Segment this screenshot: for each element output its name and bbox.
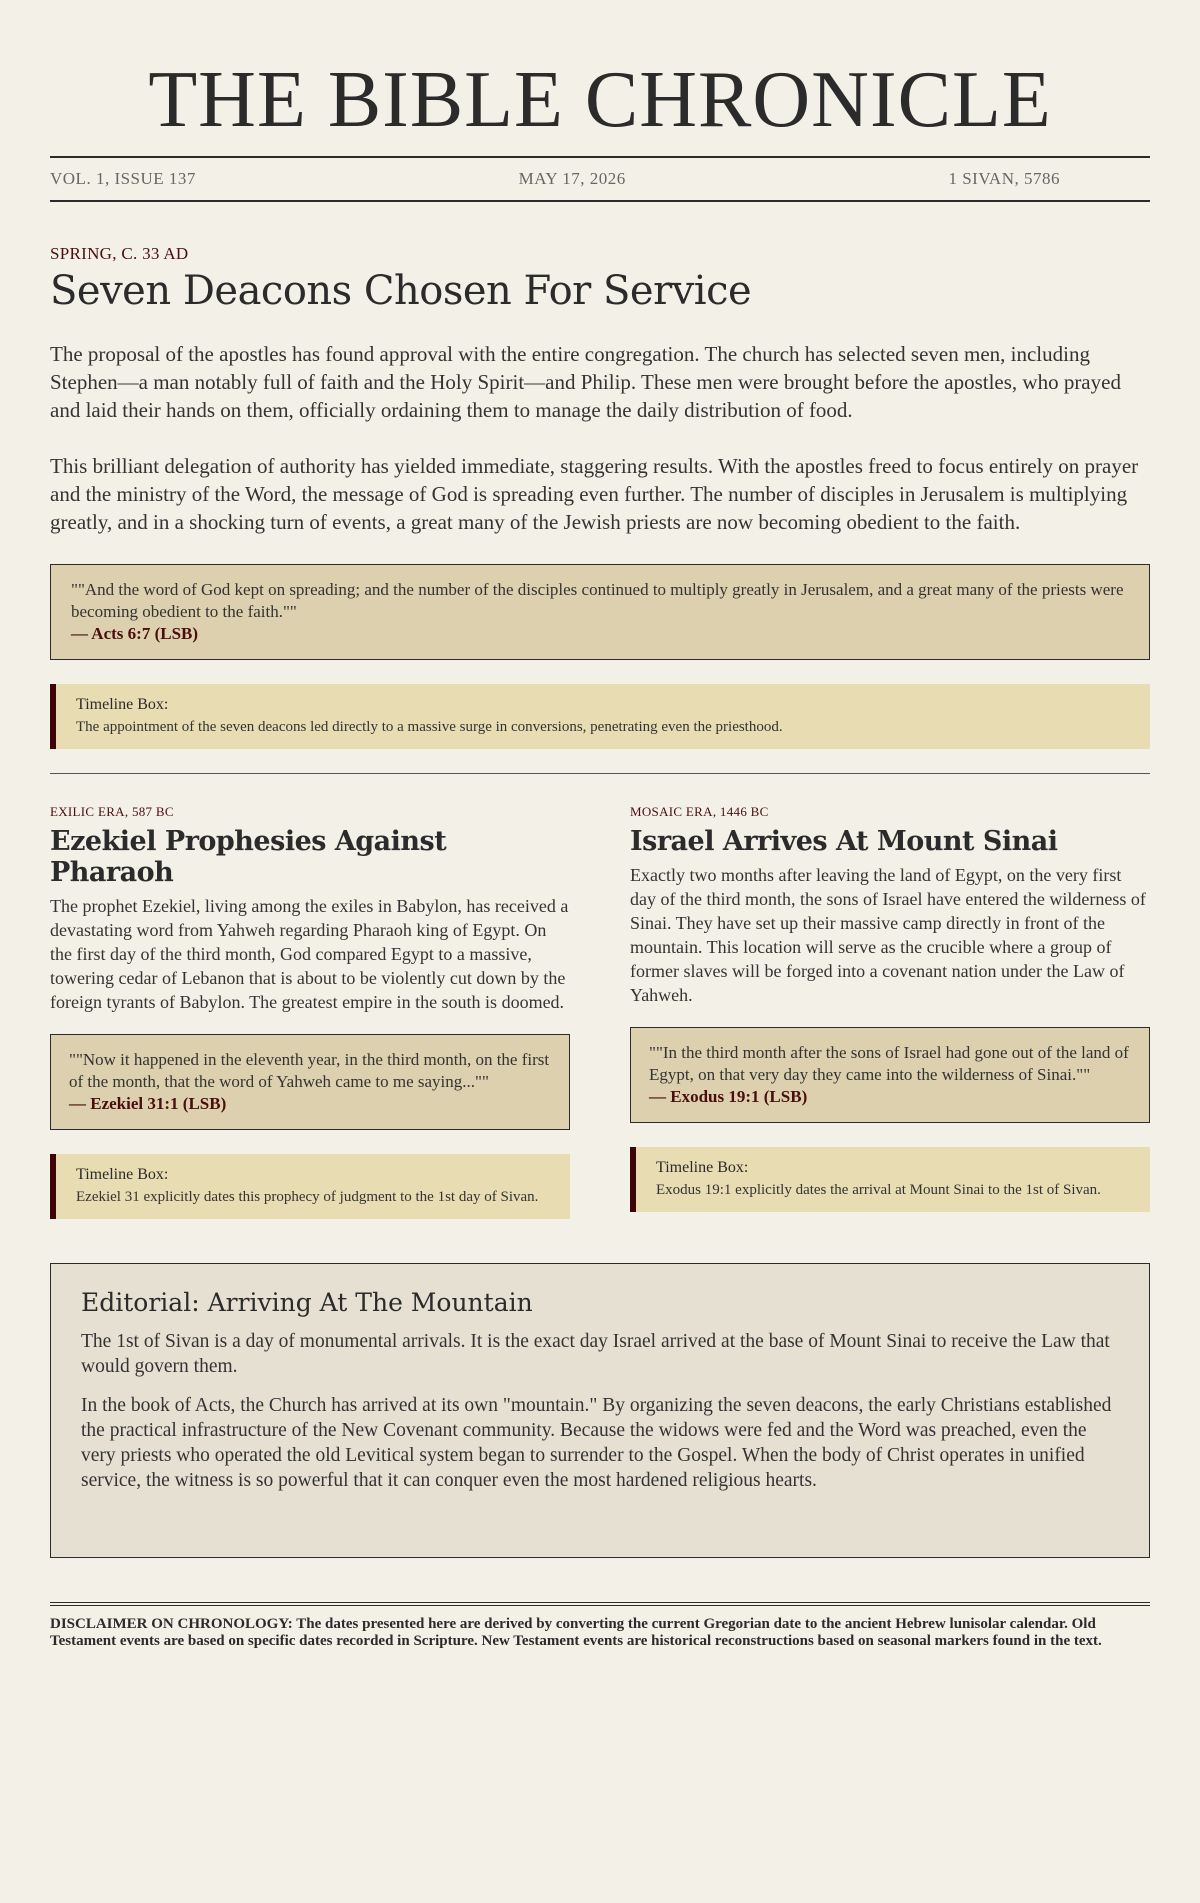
lead-story-paragraph: This brilliant delegation of authority has yielded immediate, staggering results. With the apostles freed to focus entirely on prayer and the ministry of the Word, the message of God is spreading even further. The number of disciples in Jerusalem is multiplying greatly, and in a shocking turn of events, a great many of the Jewish priests are now becoming obedient to the faith. xyxy=(50,454,1139,534)
editorial-box xyxy=(50,1263,1150,1558)
editorial-paragraph: The 1st of Sivan is a day of monumental arrivals. It is the exact day Israel arrived at the base of Mount Sinai to receive the Law that would govern them. xyxy=(81,1331,1110,1377)
lead-story xyxy=(50,202,1150,749)
story-headline: Ezekiel Prophesies Against Pharaoh xyxy=(50,826,447,888)
story-ezekiel xyxy=(50,804,570,1219)
story-era: EXILIC ERA, 587 BC xyxy=(50,804,174,819)
gregorian-date: MAY 17, 2026 xyxy=(518,169,626,188)
quote-text: ""Now it happened in the eleventh year, in the third month, on the first of the month, that the word of Yahweh came to me saying..."" xyxy=(69,1050,550,1091)
lead-story-era: SPRING, C. 33 AD xyxy=(50,244,189,263)
editorial-paragraph: In the book of Acts, the Church has arrived at its own "mountain." By organizing the seven deacons, the early Christians established the practical infrastructure of the New Covenant community. Because the widows were fed and the Word was preached, even the very priests who operated the old Levitical system began to surrender to the Gospel. When the body of Christ operates in unified service, the witness is so powerful that it can conquer even the most hardened religious hearts. xyxy=(81,1395,1112,1491)
lead-story-headline: Seven Deacons Chosen For Service xyxy=(50,268,752,314)
scripture-quote xyxy=(630,1027,1150,1123)
footer xyxy=(50,1602,1150,1650)
secondary-stories xyxy=(50,774,1150,1219)
timeline-box xyxy=(630,1147,1150,1212)
masthead-info-bar xyxy=(50,156,1150,202)
timeline-label: Timeline Box: xyxy=(76,1166,169,1183)
timeline-text: Exodus 19:1 explicitly dates the arrival at Mount Sinai to the 1st of Sivan. xyxy=(656,1182,1101,1198)
masthead xyxy=(50,52,1150,202)
chronology-disclaimer: DISCLAIMER ON CHRONOLOGY: The dates presented here are derived by converting the current Gregorian date to the ancient Hebrew lunisolar calendar. Old Testament events are based on specific dates recorded in Scripture. New Testament events are historical reconstructions based on seasonal markers found in the text. xyxy=(50,1616,1102,1649)
story-headline: Israel Arrives At Mount Sinai xyxy=(630,826,1058,857)
quote-citation: — Acts 6:7 (LSB) xyxy=(71,624,199,643)
timeline-box xyxy=(50,684,1150,749)
hebrew-date: 1 SIVAN, 5786 xyxy=(948,169,1060,188)
footer-double-rule xyxy=(50,1602,1150,1606)
timeline-text: The appointment of the seven deacons led directly to a massive surge in conversions, penetrating even the priesthood. xyxy=(76,719,783,735)
masthead-title: THE BIBLE CHRONICLE xyxy=(148,56,1052,144)
quote-text: ""And the word of God kept on spreading; and the number of the disciples continued to multiply greatly in Jerusalem, and a great many of the priests were becoming obedient to the faith."" xyxy=(71,580,1124,621)
lead-story-paragraph: The proposal of the apostles has found approval with the entire congregation. The church has selected seven men, including Stephen—a man notably full of faith and the Holy Spirit—and Philip. These men were brought before the apostles, who prayed and laid their hands on them, officially ordaining them to manage the daily distribution of food. xyxy=(50,342,1121,422)
issue-number: VOL. 1, ISSUE 137 xyxy=(50,169,196,188)
story-era: MOSAIC ERA, 1446 BC xyxy=(630,804,769,819)
timeline-label: Timeline Box: xyxy=(656,1159,749,1176)
quote-text: ""In the third month after the sons of Israel had gone out of the land of Egypt, on that very day they came into the wilderness of Sinai."" xyxy=(649,1043,1129,1084)
timeline-box xyxy=(50,1154,570,1219)
scripture-quote xyxy=(50,564,1150,660)
editorial-title: Editorial: Arriving At The Mountain xyxy=(81,1288,533,1317)
quote-citation: — Exodus 19:1 (LSB) xyxy=(649,1087,808,1106)
quote-citation: — Ezekiel 31:1 (LSB) xyxy=(69,1094,227,1113)
timeline-text: Ezekiel 31 explicitly dates this prophecy of judgment to the 1st day of Sivan. xyxy=(76,1189,539,1205)
story-body: Exactly two months after leaving the land of Egypt, on the very first day of the third month, the sons of Israel have entered the wilderness of Sinai. They have set up their massive camp directly in front of the mountain. This location will serve as the crucible where a group of former slaves will be forged into a covenant nation under the Law of Yahweh. xyxy=(630,865,1146,1005)
story-body: The prophet Ezekiel, living among the exiles in Babylon, has received a devastating word from Yahweh regarding Pharaoh king of Egypt. On the first day of the third month, God compared Egypt to a massive, towering cedar of Lebanon that is about to be violently cut down by the foreign tyrants of Babylon. The greatest empire in the south is doomed. xyxy=(50,896,569,1012)
scripture-quote xyxy=(50,1034,570,1130)
timeline-label: Timeline Box: xyxy=(76,696,169,713)
story-sinai xyxy=(630,804,1150,1219)
